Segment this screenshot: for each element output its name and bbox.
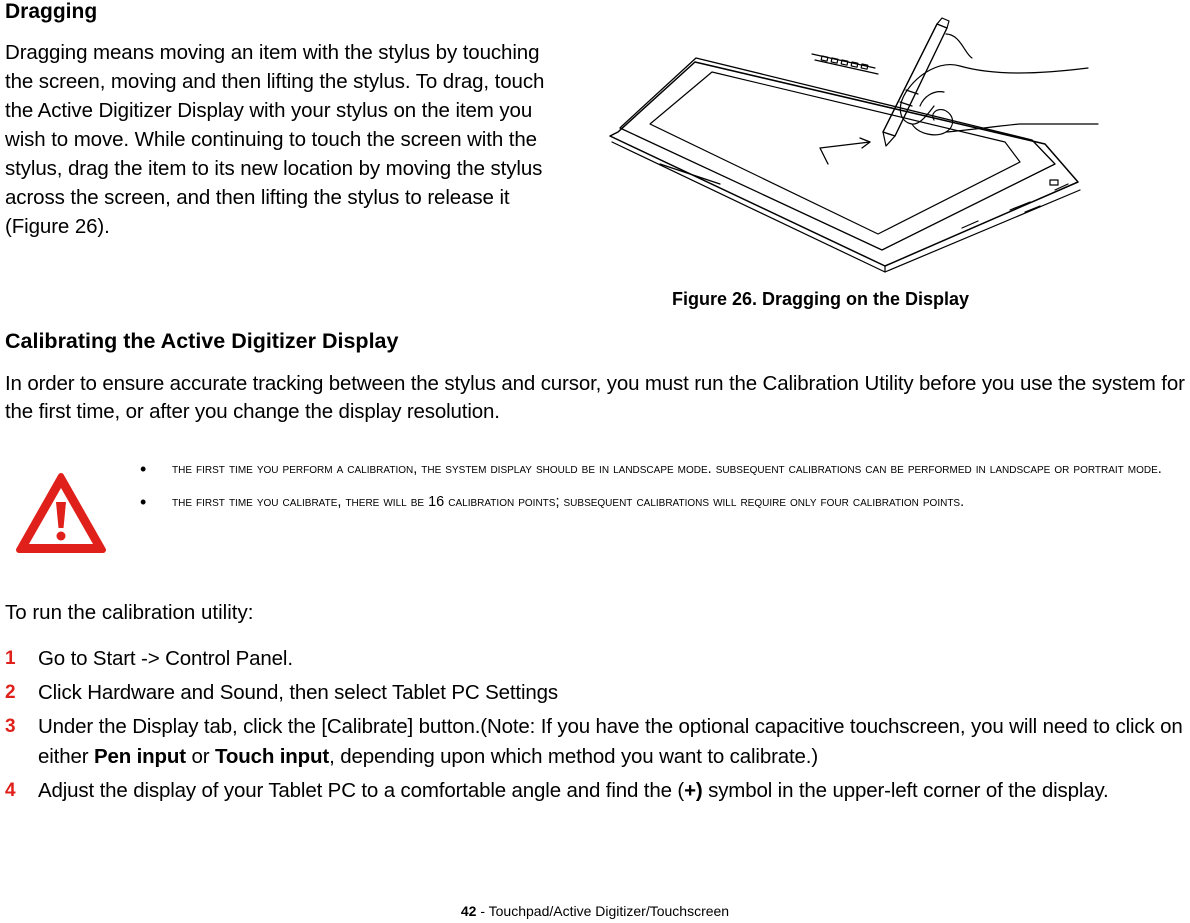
step-text: Go to Start -> Control Panel. bbox=[38, 647, 293, 670]
procedure-step bbox=[5, 644, 1190, 674]
page-footer bbox=[0, 903, 1190, 919]
plus-symbol: +) bbox=[684, 779, 703, 802]
step-number: 4 bbox=[5, 780, 16, 801]
page-number: 42 bbox=[460, 903, 477, 919]
step-number: 2 bbox=[5, 682, 16, 703]
calibrating-paragraph: In order to ensure accurate tracking between the stylus and cursor, you must run the Calibration Utility before you use the system for the first time, or after you change the display resolution. bbox=[5, 372, 1185, 423]
warning-icon bbox=[15, 472, 107, 556]
caution-note bbox=[140, 458, 1180, 481]
bullet: • bbox=[140, 459, 147, 479]
step-text: Under the Display tab, click the [Calibrate] button.(Note: If you have the optional capacitive touchscreen, you will need to click on either Pen input or Touch input, depending upon which method you want to calibrate.) bbox=[38, 715, 1183, 768]
procedure-step bbox=[5, 678, 1190, 708]
step-text: Click Hardware and Sound, then select Tablet PC Settings bbox=[38, 681, 558, 704]
step-number: 1 bbox=[5, 648, 16, 669]
tablet-drag-illustration bbox=[600, 14, 1110, 276]
figure-caption: Figure 26. Dragging on the Display bbox=[672, 289, 970, 309]
procedure-intro: To run the calibration utility: bbox=[5, 601, 254, 624]
section-heading-calibrating: Calibrating the Active Digitizer Display bbox=[5, 329, 399, 353]
procedure-steps bbox=[5, 644, 1190, 810]
dragging-paragraph: Dragging means moving an item with the stylus by touching the screen, moving and then lifting the stylus. To drag, touch the Active Digitizer Display with your stylus on the item you wish to move. While continuing to touch the screen with the stylus, drag the item to its new location by moving the stylus across the screen, and then lifting the stylus to release it (Figure 26). bbox=[5, 41, 545, 238]
bullet: • bbox=[140, 492, 147, 512]
footer-section: - Touchpad/Active Digitizer/Touchscreen bbox=[476, 903, 730, 919]
caution-note-text: the first time you perform a calibration, the system display should be in landscape mode. subsequent calibrations can be performed in landscape or portrait mode. bbox=[172, 461, 1162, 477]
section-heading-dragging: Dragging bbox=[5, 0, 98, 23]
step-number: 3 bbox=[5, 716, 16, 737]
step-text: Adjust the display of your Tablet PC to a comfortable angle and find the (+) symbol in the upper-left corner of the display. bbox=[38, 779, 1109, 802]
procedure-step bbox=[5, 776, 1190, 806]
caution-note-text: the first time you calibrate, there will be 16 calibration points; subsequent calibrations will require only four calibration points. bbox=[172, 494, 965, 510]
procedure-step bbox=[5, 712, 1190, 772]
pen-input-label: Pen input bbox=[93, 745, 186, 768]
touch-input-label: Touch input bbox=[215, 745, 330, 768]
caution-note bbox=[140, 491, 1180, 514]
caution-notes bbox=[140, 458, 1180, 524]
